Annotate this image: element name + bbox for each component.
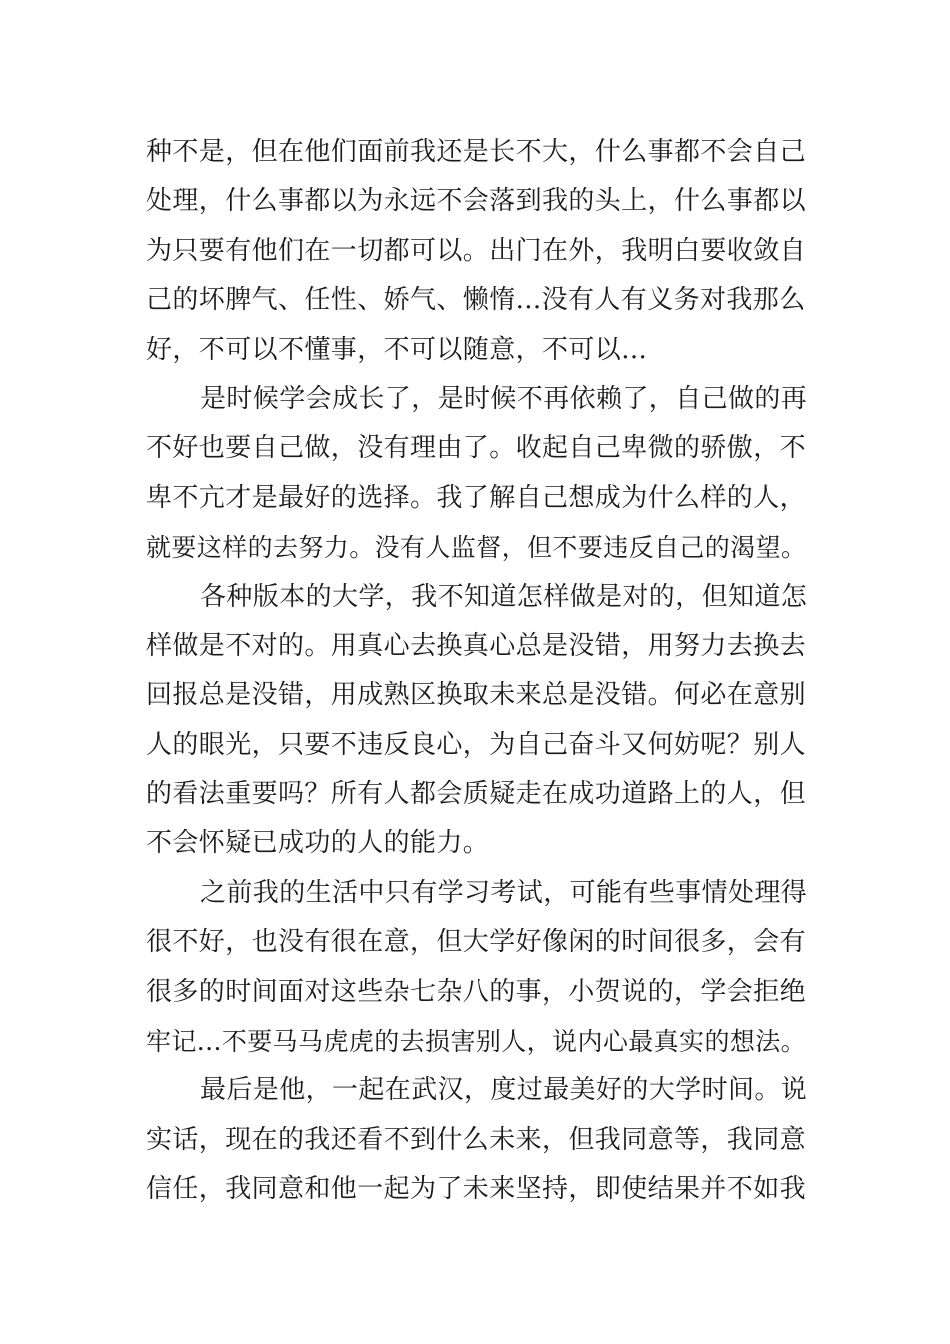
body-text: [146, 128, 810, 1215]
paragraph-first-line: 是时候学会成长了，是时候不再依赖了，自己做的再: [200, 383, 808, 414]
paragraph-first-line: 各种版本的大学，我不知道怎样做是对的，但知道怎: [200, 581, 808, 612]
text-line: 的看法重要吗？所有人都会质疑走在成功道路上的人，但: [146, 779, 807, 810]
text-line: 不会怀疑已成功的人的能力。: [146, 828, 490, 859]
text-line: 很多的时间面对这些杂七杂八的事，小贺说的，学会拒绝: [146, 976, 807, 1007]
text-line: 样做是不对的。用真心去换真心总是没错，用努力去换去: [146, 630, 807, 661]
text-line: 牢记...不要马马虎虎的去损害别人，说内心最真实的想法。: [146, 1027, 807, 1057]
text-line: 处理，什么事都以为永远不会落到我的头上，什么事都以: [146, 186, 807, 217]
text-line: 人的眼光，只要不违反良心，为自己奋斗又何妨呢？别人: [146, 729, 807, 760]
text-line: 种不是，但在他们面前我还是长不大，什么事都不会自己: [146, 137, 807, 167]
text-line: 实话，现在的我还看不到什么未来，但我同意等，我同意: [146, 1124, 807, 1155]
paragraph-first-line: 最后是他，一起在武汉，度过最美好的大学时间。说: [200, 1075, 808, 1106]
paragraph-first-line: 之前我的生活中只有学习考试，可能有些事情处理得: [200, 877, 808, 908]
text-line: 信任，我同意和他一起为了未来坚持，即使结果并不如我: [146, 1174, 807, 1205]
text-line: 很不好，也没有很在意，但大学好像闲的时间很多，会有: [146, 927, 807, 958]
text-line: 己的坏脾气、任性、娇气、懒惰...没有人有义务对我那么: [146, 285, 806, 316]
text-line: 回报总是没错，用成熟区换取未来总是没错。何必在意别: [146, 680, 807, 711]
text-line: 卑不亢才是最好的选择。我了解自己想成为什么样的人，: [146, 482, 807, 513]
text-line: 不好也要自己做，没有理由了。收起自己卑微的骄傲，不: [146, 433, 807, 464]
text-line: 就要这样的去努力。没有人监督，但不要违反自己的渴望。: [146, 533, 807, 563]
text-line: 为只要有他们在一切都可以。出门在外，我明白要收敛自: [146, 235, 807, 266]
text-line: 好，不可以不懂事，不可以随意，不可以...: [146, 334, 648, 365]
